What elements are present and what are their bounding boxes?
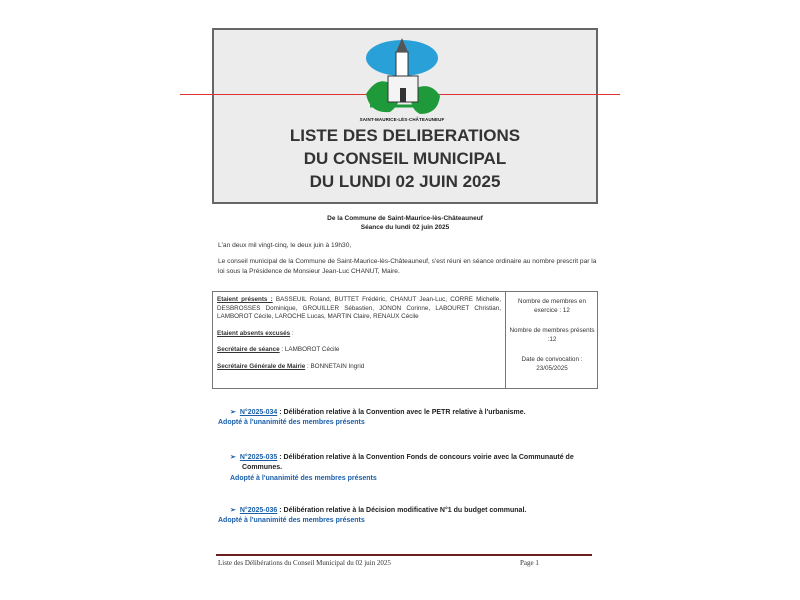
- arrow-bullet-icon: ➢: [230, 409, 236, 416]
- deliberation-result: Adopté à l'unanimité des membres présents: [230, 475, 377, 482]
- absent-label: Etaient absents excusés: [217, 329, 291, 337]
- arrow-bullet-icon: ➢: [230, 507, 236, 514]
- attendance-table: [212, 291, 598, 389]
- date-sentence: L'an deux mil vingt-cinq, le deux juin à 19h30,: [218, 242, 352, 249]
- deliberation-text: : Délibération relative à la Convention avec le PETR relative à l'urbanisme.: [277, 409, 526, 416]
- deliberation-item: [230, 408, 600, 418]
- deliberation-item: [230, 453, 607, 473]
- deliberation-result: Adopté à l'unanimité des membres présents: [218, 517, 365, 524]
- town-logo-icon: [360, 32, 444, 118]
- session-line: Séance du lundi 02 juin 2025: [360, 224, 450, 231]
- footer-title: Liste des Délibérations du Conseil Municipal du 02 juin 2025: [218, 559, 391, 567]
- logo-caption: SAINT-MAURICE-LÈS-CHÂTEAUNEUF: [359, 117, 445, 122]
- members-in-office: Nombre de membres en exercice : 12: [518, 298, 586, 314]
- members-present: Nombre de membres présents :12: [509, 327, 595, 343]
- page-number: Page 1: [520, 559, 539, 567]
- absent-suffix: :: [290, 329, 294, 337]
- deliberation-number: N°2025-036: [239, 507, 278, 514]
- attendance-right-cell: [509, 298, 595, 386]
- gen-secretary-value: : BONNETAIN Ingrid: [305, 362, 365, 370]
- council-sentence: Le conseil municipal de la Commune de Saint-Maurice-lès-Châteauneuf, s'est réuni en séance ordinaire au nombre prescrit par la loi sous la Présidence de Monsieur Jean-Luc CHANUT, Maire.: [218, 258, 597, 275]
- deliberation-number: N°2025-035: [239, 454, 278, 461]
- arrow-bullet-icon: ➢: [230, 454, 236, 461]
- secretary-label: Secrétaire de séance: [217, 346, 280, 354]
- title-line-1: LISTE DES DELIBERATIONS: [289, 126, 521, 145]
- title-line-2: DU CONSEIL MUNICIPAL: [303, 149, 507, 168]
- absent-block: [217, 330, 501, 339]
- footer-rule: [216, 554, 592, 556]
- gen-secretary-block: [217, 363, 501, 372]
- present-block: [217, 296, 501, 322]
- deliberation-text: : Délibération relative à la Décision modificative N°1 du budget communal.: [277, 507, 527, 514]
- commune-line: De la Commune de Saint-Maurice-lès-Châteauneuf: [327, 215, 483, 222]
- deliberation-text: : Délibération relative à la Convention Fonds de concours voirie avec la Communauté de Communes.: [242, 454, 574, 471]
- title-line-3: DU LUNDI 02 JUIN 2025: [309, 172, 501, 191]
- gen-secretary-label: Secrétaire Générale de Mairie: [217, 362, 306, 370]
- attendance-left-cell: [217, 296, 501, 380]
- session-subtitle: [212, 214, 598, 232]
- logo-door: [400, 88, 406, 102]
- page-title: [212, 124, 598, 193]
- present-names: BASSEUIL Roland, BUTTET Frédéric, CHANUT Jean-Luc, CORRE Michelle, DESBROSSES Dominique, GROUILLER Sébastien, JONON Corinne, LABOURET Christian, LAMBOROT Cécile, LAROCHE Lucas, MARTIN Claire, RENAUX Cécile: [217, 296, 502, 321]
- convocation-date: Date de convocation : 23/05/2025: [521, 356, 583, 372]
- table-divider: [505, 292, 506, 388]
- deliberation-item: [230, 506, 600, 516]
- secretary-block: [217, 346, 501, 355]
- secretary-value: : LAMBOROT Cécile: [279, 346, 340, 354]
- present-label: Etaient présents :: [217, 296, 273, 303]
- deliberation-number: N°2025-034: [239, 409, 278, 416]
- deliberation-result: Adopté à l'unanimité des membres présents: [218, 419, 365, 426]
